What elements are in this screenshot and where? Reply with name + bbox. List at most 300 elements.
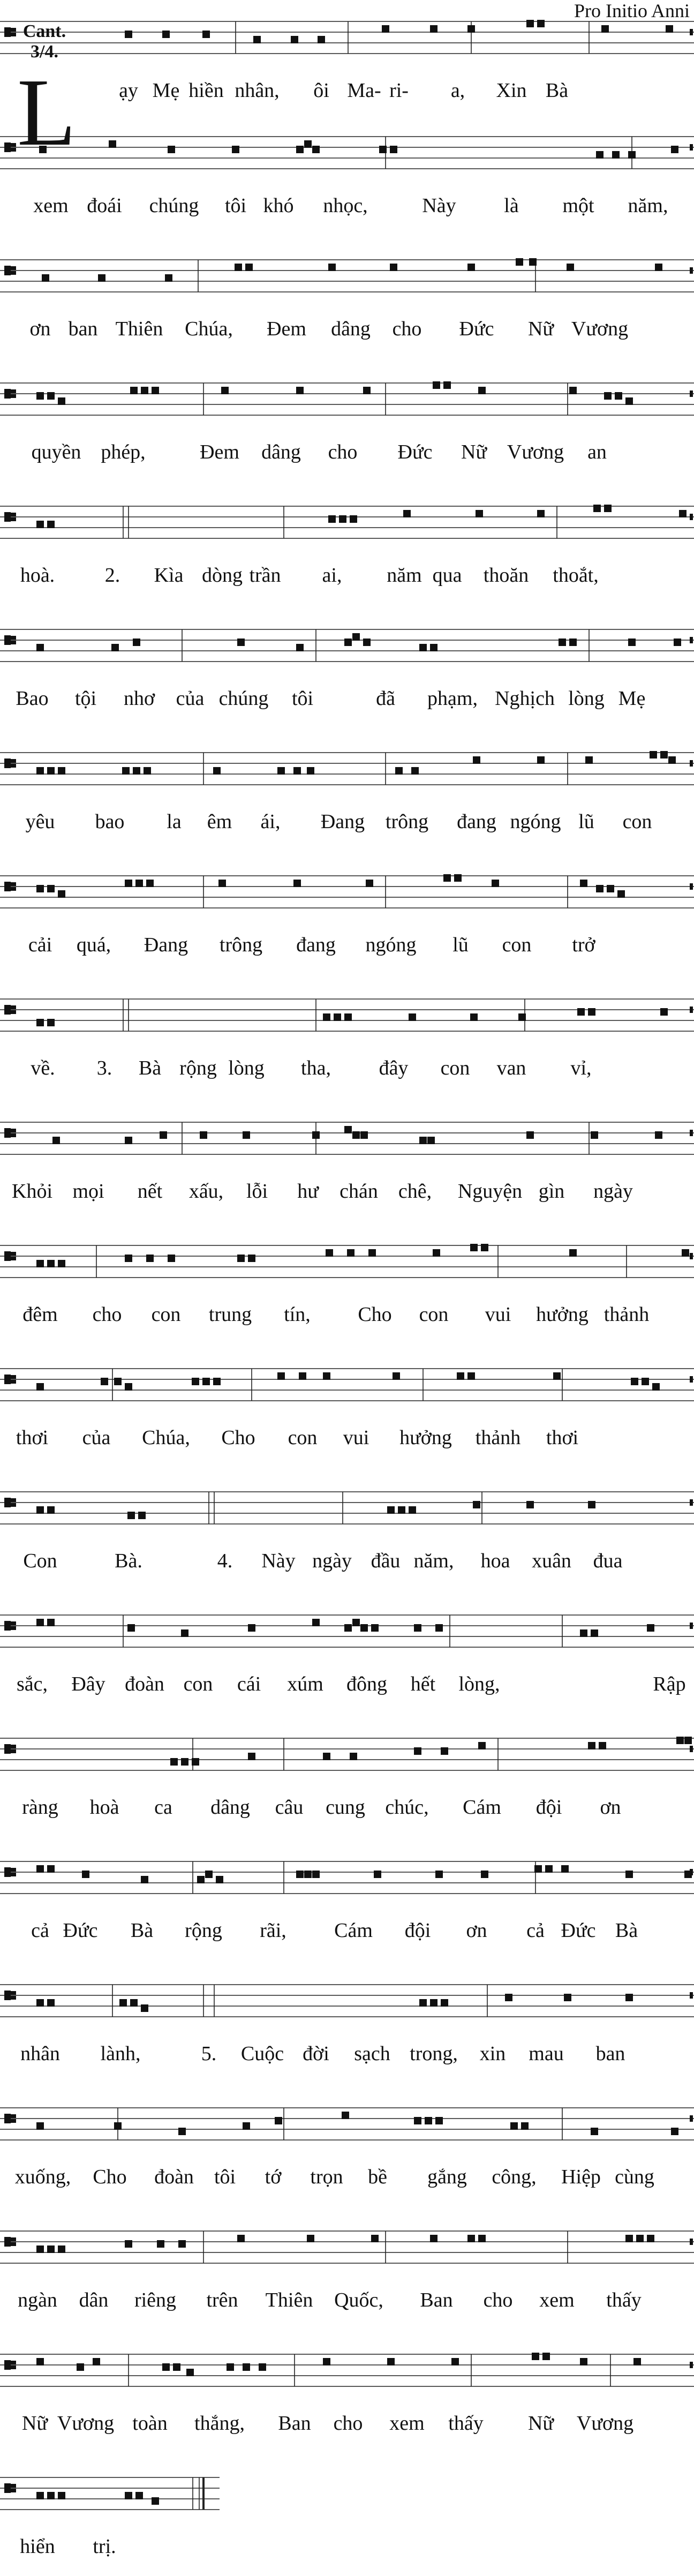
lyric-syllable: cả bbox=[31, 1919, 49, 1942]
lyric-syllable: hưởng bbox=[399, 1426, 452, 1449]
staff-system bbox=[0, 1369, 694, 1401]
neume-note bbox=[93, 2358, 100, 2365]
custos-icon bbox=[690, 2362, 693, 2368]
neume-note bbox=[379, 146, 387, 153]
lyric-syllable: xem bbox=[389, 2412, 425, 2435]
c-clef-icon bbox=[11, 2242, 16, 2246]
custos-icon bbox=[690, 144, 693, 151]
staff-system bbox=[0, 1244, 694, 1278]
neume-note bbox=[312, 1871, 320, 1878]
neume-note bbox=[202, 1378, 210, 1385]
lyric-syllable: Bà bbox=[130, 1919, 154, 1942]
lyric-syllable: Đức bbox=[561, 1919, 596, 1942]
lyric-syllable: thấy bbox=[448, 2412, 484, 2435]
lyric-syllable: a, bbox=[450, 79, 465, 102]
c-clef-icon bbox=[4, 266, 11, 275]
lyric-syllable: xem bbox=[33, 194, 69, 217]
neume-note bbox=[371, 1624, 379, 1632]
lyric-syllable: rộng bbox=[179, 1057, 217, 1079]
c-clef-icon bbox=[4, 1375, 11, 1384]
neume-note bbox=[36, 1506, 44, 1514]
lyric-syllable: ban bbox=[68, 318, 98, 340]
c-clef-icon bbox=[11, 2237, 16, 2241]
neume-note bbox=[625, 1994, 633, 2001]
neume-note bbox=[617, 890, 625, 898]
lyric-syllable: trần bbox=[249, 564, 281, 587]
lyric-syllable: trọn bbox=[310, 2166, 343, 2188]
lyric-syllable: tôi bbox=[214, 2166, 236, 2188]
lyric-syllable: cho bbox=[483, 2289, 513, 2311]
neume-note bbox=[213, 1378, 221, 1385]
lyric-syllable: ngóng bbox=[365, 934, 417, 956]
lyric-syllable: con bbox=[502, 934, 532, 956]
lyric-syllable: đang bbox=[296, 934, 336, 956]
lyric-syllable: Nguyện bbox=[457, 1180, 523, 1203]
neume-note bbox=[577, 1008, 585, 1016]
lyric-syllable: Cho bbox=[93, 2166, 127, 2188]
custos-icon bbox=[690, 637, 693, 643]
neume-note bbox=[202, 31, 210, 38]
lyric-syllable: Nghịch bbox=[495, 687, 555, 710]
lyric-syllable: bề bbox=[368, 2166, 387, 2188]
neume-note bbox=[58, 890, 65, 898]
neume-note bbox=[344, 1624, 352, 1632]
lyric-syllable: vỉ, bbox=[570, 1057, 592, 1079]
lyric-syllable: tín, bbox=[284, 1303, 311, 1326]
lyric-syllable: con bbox=[440, 1057, 470, 1079]
lyric-syllable: Bà bbox=[138, 1057, 162, 1079]
lyric-syllable: 3. bbox=[96, 1057, 112, 1079]
lyric-syllable: tớ bbox=[265, 2166, 282, 2188]
neume-note bbox=[36, 1260, 44, 1267]
neume-note bbox=[232, 146, 239, 153]
neume-note bbox=[235, 264, 242, 271]
c-clef-icon bbox=[11, 1749, 16, 1753]
neume-note bbox=[516, 258, 523, 266]
neume-note bbox=[387, 1506, 395, 1514]
lyric-syllable: ràng bbox=[22, 1796, 58, 1819]
lyric-syllable: Bà bbox=[545, 79, 569, 102]
neume-note bbox=[173, 2363, 180, 2371]
c-clef-icon bbox=[4, 2483, 11, 2493]
neume-note bbox=[197, 1876, 205, 1883]
lyric-syllable: ban bbox=[595, 2042, 625, 2065]
lyric-syllable: Thiên bbox=[265, 2289, 313, 2311]
neume-note bbox=[419, 1999, 427, 2007]
neume-note bbox=[596, 151, 604, 159]
neume-note bbox=[473, 1501, 480, 1508]
neume-note bbox=[569, 387, 577, 394]
neume-note bbox=[165, 274, 172, 282]
custos-icon bbox=[690, 1623, 693, 1629]
neume-note bbox=[473, 756, 480, 764]
neume-note bbox=[47, 767, 55, 775]
neume-note bbox=[655, 1131, 662, 1139]
c-clef-icon bbox=[4, 1991, 11, 2000]
c-clef-icon bbox=[11, 2365, 16, 2369]
custos-icon bbox=[690, 1007, 693, 1013]
lyric-syllable: tội bbox=[74, 687, 97, 710]
lyric-syllable: năm bbox=[387, 564, 422, 587]
lyric-syllable: cùng bbox=[615, 2166, 654, 2188]
lyric-syllable: qua bbox=[432, 564, 462, 587]
lyric-syllable: ngày bbox=[312, 1550, 352, 1572]
neume-note bbox=[58, 2492, 65, 2499]
neume-note bbox=[296, 644, 304, 651]
neume-note bbox=[36, 2245, 44, 2253]
staff-system bbox=[0, 751, 694, 785]
c-clef-icon bbox=[4, 2114, 11, 2123]
lyric-syllable: là bbox=[504, 194, 519, 217]
c-clef-icon bbox=[11, 1745, 16, 1748]
lyric-syllable: Đức bbox=[63, 1919, 98, 1942]
neume-note bbox=[277, 767, 285, 775]
neume-note bbox=[178, 2240, 186, 2248]
neume-note bbox=[526, 1131, 534, 1139]
neume-note bbox=[435, 1871, 443, 1878]
lyric-syllable: chán bbox=[340, 1180, 378, 1203]
lyric-syllable: Nữ bbox=[21, 2412, 48, 2435]
c-clef-icon bbox=[4, 1128, 11, 1138]
lyric-syllable: van bbox=[496, 1057, 526, 1079]
neume-note bbox=[435, 1624, 443, 1632]
neume-note bbox=[433, 381, 440, 389]
lyric-syllable: gắng bbox=[427, 2166, 467, 2188]
neume-note bbox=[328, 264, 336, 271]
staff-system bbox=[0, 20, 694, 54]
neume-note bbox=[660, 1008, 668, 1016]
neume-note bbox=[427, 1137, 435, 1144]
lyric-syllable: lành, bbox=[100, 2042, 141, 2065]
lyric-syllable: Bà. bbox=[115, 1550, 142, 1572]
neume-note bbox=[119, 1999, 127, 2007]
custos-icon bbox=[690, 883, 693, 890]
lyric-syllable: đội bbox=[404, 1919, 431, 1942]
c-clef-icon bbox=[4, 142, 11, 152]
lyric-syllable: khó bbox=[263, 194, 294, 217]
lyric-syllable: cái bbox=[237, 1673, 261, 1695]
lyric-syllable: chúc, bbox=[385, 1796, 429, 1819]
custos-icon bbox=[690, 29, 693, 35]
neume-note bbox=[647, 2235, 654, 2242]
neume-note bbox=[505, 1994, 512, 2001]
neume-note bbox=[334, 1013, 341, 1021]
neume-note bbox=[259, 2363, 266, 2371]
lyric-syllable: dâng bbox=[261, 441, 301, 463]
staff-system bbox=[0, 505, 694, 538]
c-clef-icon bbox=[11, 394, 16, 398]
neume-note bbox=[109, 140, 116, 148]
neume-note bbox=[312, 146, 320, 153]
neume-note bbox=[293, 767, 301, 775]
neume-note bbox=[77, 2363, 84, 2371]
lyric-syllable: thơi bbox=[16, 1426, 49, 1449]
staff-system bbox=[0, 1615, 694, 1647]
lyric-syllable: ơn bbox=[466, 1919, 487, 1942]
lyric-syllable: năm, bbox=[628, 194, 668, 217]
neume-note bbox=[564, 1994, 571, 2001]
lyric-syllable: Này bbox=[261, 1550, 296, 1572]
neume-note bbox=[526, 20, 534, 27]
lyric-syllable: ngày bbox=[593, 1180, 633, 1203]
neume-note bbox=[374, 1871, 381, 1878]
neume-note bbox=[430, 25, 437, 33]
neume-note bbox=[245, 264, 253, 271]
neume-note bbox=[615, 392, 622, 400]
lyric-syllable: Đem bbox=[267, 318, 306, 340]
neume-note bbox=[342, 2112, 349, 2119]
lyric-syllable: Khỏi bbox=[12, 1180, 52, 1203]
neume-note bbox=[42, 274, 49, 282]
neume-note bbox=[591, 1629, 598, 1637]
neume-note bbox=[633, 2358, 641, 2365]
c-clef-icon bbox=[11, 1005, 16, 1009]
c-clef-icon bbox=[4, 1251, 11, 1261]
lyric-syllable: thảnh bbox=[475, 1426, 521, 1449]
lyric-syllable: hết bbox=[410, 1673, 436, 1695]
lyric-syllable: bao bbox=[95, 810, 125, 833]
lyric-syllable: Ban bbox=[420, 2289, 453, 2311]
neume-note bbox=[237, 639, 245, 646]
neume-note bbox=[160, 1131, 167, 1139]
lyric-syllable: Cuộc bbox=[240, 2042, 284, 2065]
lyric-syllable: Xin bbox=[496, 79, 527, 102]
lyric-syllable: đang bbox=[457, 810, 496, 833]
c-clef-icon bbox=[11, 2361, 16, 2364]
neume-note bbox=[125, 1383, 132, 1391]
neume-note bbox=[168, 1255, 175, 1262]
neume-note bbox=[684, 1871, 692, 1878]
lyric-syllable: Con bbox=[23, 1550, 57, 1572]
neume-note bbox=[168, 146, 175, 153]
c-clef-icon bbox=[11, 513, 16, 516]
neume-note bbox=[409, 1013, 416, 1021]
lyric-syllable: cả bbox=[526, 1919, 545, 1942]
neume-note bbox=[660, 751, 668, 758]
neume-note bbox=[243, 2363, 250, 2371]
neume-note bbox=[237, 2235, 245, 2242]
c-clef-icon bbox=[11, 1868, 16, 1872]
neume-note bbox=[144, 767, 151, 775]
lyric-syllable: con bbox=[419, 1303, 449, 1326]
neume-note bbox=[492, 880, 499, 887]
lyric-syllable: Vương bbox=[571, 318, 629, 340]
neume-note bbox=[227, 2363, 234, 2371]
neume-note bbox=[561, 1865, 569, 1873]
neume-note bbox=[141, 2004, 148, 2012]
lyric-syllable: xem bbox=[539, 2289, 575, 2311]
custos-icon bbox=[690, 1499, 693, 1506]
neume-note bbox=[111, 644, 119, 651]
lyric-syllable: Nữ bbox=[527, 318, 554, 340]
lyric-syllable: ngàn bbox=[18, 2289, 57, 2311]
neume-note bbox=[162, 2363, 170, 2371]
neume-note bbox=[213, 767, 221, 775]
neume-note bbox=[36, 1383, 44, 1391]
neume-note bbox=[435, 2117, 443, 2124]
staff-system bbox=[0, 258, 694, 292]
neume-note bbox=[668, 756, 676, 764]
lyric-syllable: đã bbox=[376, 687, 395, 710]
lyric-syllable: đây bbox=[379, 1057, 409, 1079]
lyric-syllable: Này bbox=[422, 194, 456, 217]
lyric-syllable: câu bbox=[275, 1796, 304, 1819]
neume-note bbox=[588, 1501, 595, 1508]
neume-note bbox=[368, 1249, 376, 1257]
c-clef-icon bbox=[11, 1498, 16, 1502]
neume-note bbox=[537, 756, 545, 764]
custos-icon bbox=[690, 1376, 693, 1383]
neume-note bbox=[344, 1126, 352, 1133]
neume-note bbox=[585, 756, 593, 764]
custos-icon bbox=[690, 2115, 693, 2122]
neume-note bbox=[467, 264, 475, 271]
c-clef-icon bbox=[4, 882, 11, 891]
neume-note bbox=[152, 2497, 159, 2505]
c-clef-icon bbox=[11, 1380, 16, 1384]
lyric-syllable: dâng bbox=[210, 1796, 250, 1819]
lyric-syllable: thắng, bbox=[194, 2412, 245, 2435]
neume-note bbox=[293, 880, 301, 887]
neume-note bbox=[599, 1742, 606, 1749]
neume-note bbox=[58, 1260, 65, 1267]
neume-note bbox=[580, 2358, 587, 2365]
c-clef-icon bbox=[4, 2237, 11, 2247]
c-clef-icon bbox=[11, 389, 16, 393]
neume-note bbox=[628, 639, 636, 646]
neume-note bbox=[98, 274, 105, 282]
neume-note bbox=[181, 1758, 188, 1766]
lyric-syllable: thơi bbox=[546, 1426, 579, 1449]
lyric-syllable: ơn bbox=[29, 318, 51, 340]
c-clef-icon bbox=[11, 1257, 16, 1260]
lyric-syllable: trị. bbox=[93, 2535, 116, 2558]
c-clef-icon bbox=[11, 1133, 16, 1137]
neume-note bbox=[296, 1871, 304, 1878]
custos-icon bbox=[690, 1746, 693, 1752]
neume-note bbox=[125, 1137, 132, 1144]
lyric-syllable: Quốc, bbox=[334, 2289, 383, 2311]
neume-note bbox=[146, 880, 154, 887]
neume-note bbox=[36, 1619, 44, 1626]
neume-note bbox=[47, 1260, 55, 1267]
neume-note bbox=[441, 1747, 448, 1755]
neume-note bbox=[481, 1244, 488, 1251]
neume-note bbox=[326, 1249, 333, 1257]
neume-note bbox=[593, 505, 601, 512]
neume-note bbox=[133, 767, 140, 775]
lyric-syllable: Vương bbox=[576, 2412, 634, 2435]
neume-note bbox=[352, 633, 360, 641]
neume-note bbox=[47, 1865, 55, 1873]
staff-system bbox=[0, 1492, 694, 1524]
neume-note bbox=[430, 1999, 437, 2007]
neume-note bbox=[443, 381, 451, 389]
c-clef-icon bbox=[4, 1867, 11, 1877]
lyric-syllable: hưởng bbox=[536, 1303, 589, 1326]
neume-note bbox=[625, 2235, 633, 2242]
lyric-syllable: thảnh bbox=[604, 1303, 650, 1326]
c-clef-icon bbox=[11, 1129, 16, 1132]
c-clef-icon bbox=[11, 148, 16, 152]
lyric-syllable: ơn bbox=[600, 1796, 621, 1819]
neume-note bbox=[125, 1255, 132, 1262]
neume-note bbox=[36, 767, 44, 775]
lyric-syllable: xuân bbox=[532, 1550, 571, 1572]
neume-note bbox=[47, 1619, 55, 1626]
lyric-syllable: an bbox=[587, 441, 607, 463]
lyric-syllable: Nữ bbox=[461, 441, 487, 463]
neume-note bbox=[312, 1619, 320, 1626]
lyric-syllable: Đang bbox=[320, 810, 365, 833]
neume-note bbox=[344, 1013, 352, 1021]
neume-note bbox=[146, 1255, 154, 1262]
lyric-syllable: quá, bbox=[76, 934, 111, 956]
neume-note bbox=[628, 151, 636, 159]
neume-note bbox=[253, 36, 261, 43]
lyric-syllable: tôi bbox=[291, 687, 314, 710]
c-clef-icon bbox=[11, 641, 16, 644]
neume-note bbox=[411, 767, 419, 775]
neume-note bbox=[591, 2128, 598, 2135]
c-clef-icon bbox=[4, 1621, 11, 1631]
lyric-syllable: Vương bbox=[57, 2412, 115, 2435]
lyric-syllable: thoắt, bbox=[553, 564, 599, 587]
staff-system bbox=[0, 2353, 694, 2386]
neume-note bbox=[395, 767, 403, 775]
lyric-syllable: trở bbox=[572, 934, 595, 956]
c-clef-icon bbox=[11, 764, 16, 768]
lyric-syllable: phép, bbox=[101, 441, 146, 463]
lyric-syllable: Đức bbox=[459, 318, 494, 340]
lyric-syllable: sắc, bbox=[16, 1673, 48, 1695]
neume-note bbox=[647, 1624, 654, 1632]
neume-note bbox=[122, 767, 130, 775]
custos-icon bbox=[690, 760, 693, 767]
lyric-syllable: trông bbox=[219, 934, 263, 956]
cantus-label-line-1: Cant. bbox=[22, 21, 66, 41]
c-clef-icon bbox=[11, 1873, 16, 1876]
neume-note bbox=[682, 1249, 689, 1257]
neume-note bbox=[347, 1249, 354, 1257]
lyric-syllable: toàn bbox=[132, 2412, 168, 2435]
lyric-syllable: của bbox=[82, 1426, 111, 1449]
c-clef-icon bbox=[4, 1498, 11, 1507]
neume-note bbox=[363, 387, 371, 394]
lyric-syllable: nhân bbox=[20, 2042, 60, 2065]
neume-note bbox=[390, 146, 397, 153]
lyric-syllable: con bbox=[622, 810, 652, 833]
neume-note bbox=[591, 1131, 598, 1139]
neume-note bbox=[47, 1019, 55, 1026]
lyric-syllable: con bbox=[183, 1673, 213, 1695]
lyric-syllable: mau bbox=[529, 2042, 564, 2065]
neume-note bbox=[371, 2235, 379, 2242]
custos-icon bbox=[690, 1130, 693, 1136]
neume-note bbox=[178, 2128, 186, 2135]
c-clef-icon bbox=[11, 1375, 16, 1379]
neume-note bbox=[36, 1999, 44, 2007]
neume-note bbox=[481, 1871, 488, 1878]
lyric-syllable: chúng bbox=[149, 194, 199, 217]
custos-icon bbox=[690, 390, 693, 397]
neume-note bbox=[580, 880, 587, 887]
neume-note bbox=[360, 1131, 368, 1139]
neume-note bbox=[47, 521, 55, 528]
lyric-syllable: Đây bbox=[71, 1673, 105, 1695]
lyric-syllable: Nữ bbox=[527, 2412, 554, 2435]
lyric-syllable: 5. bbox=[201, 2042, 217, 2065]
